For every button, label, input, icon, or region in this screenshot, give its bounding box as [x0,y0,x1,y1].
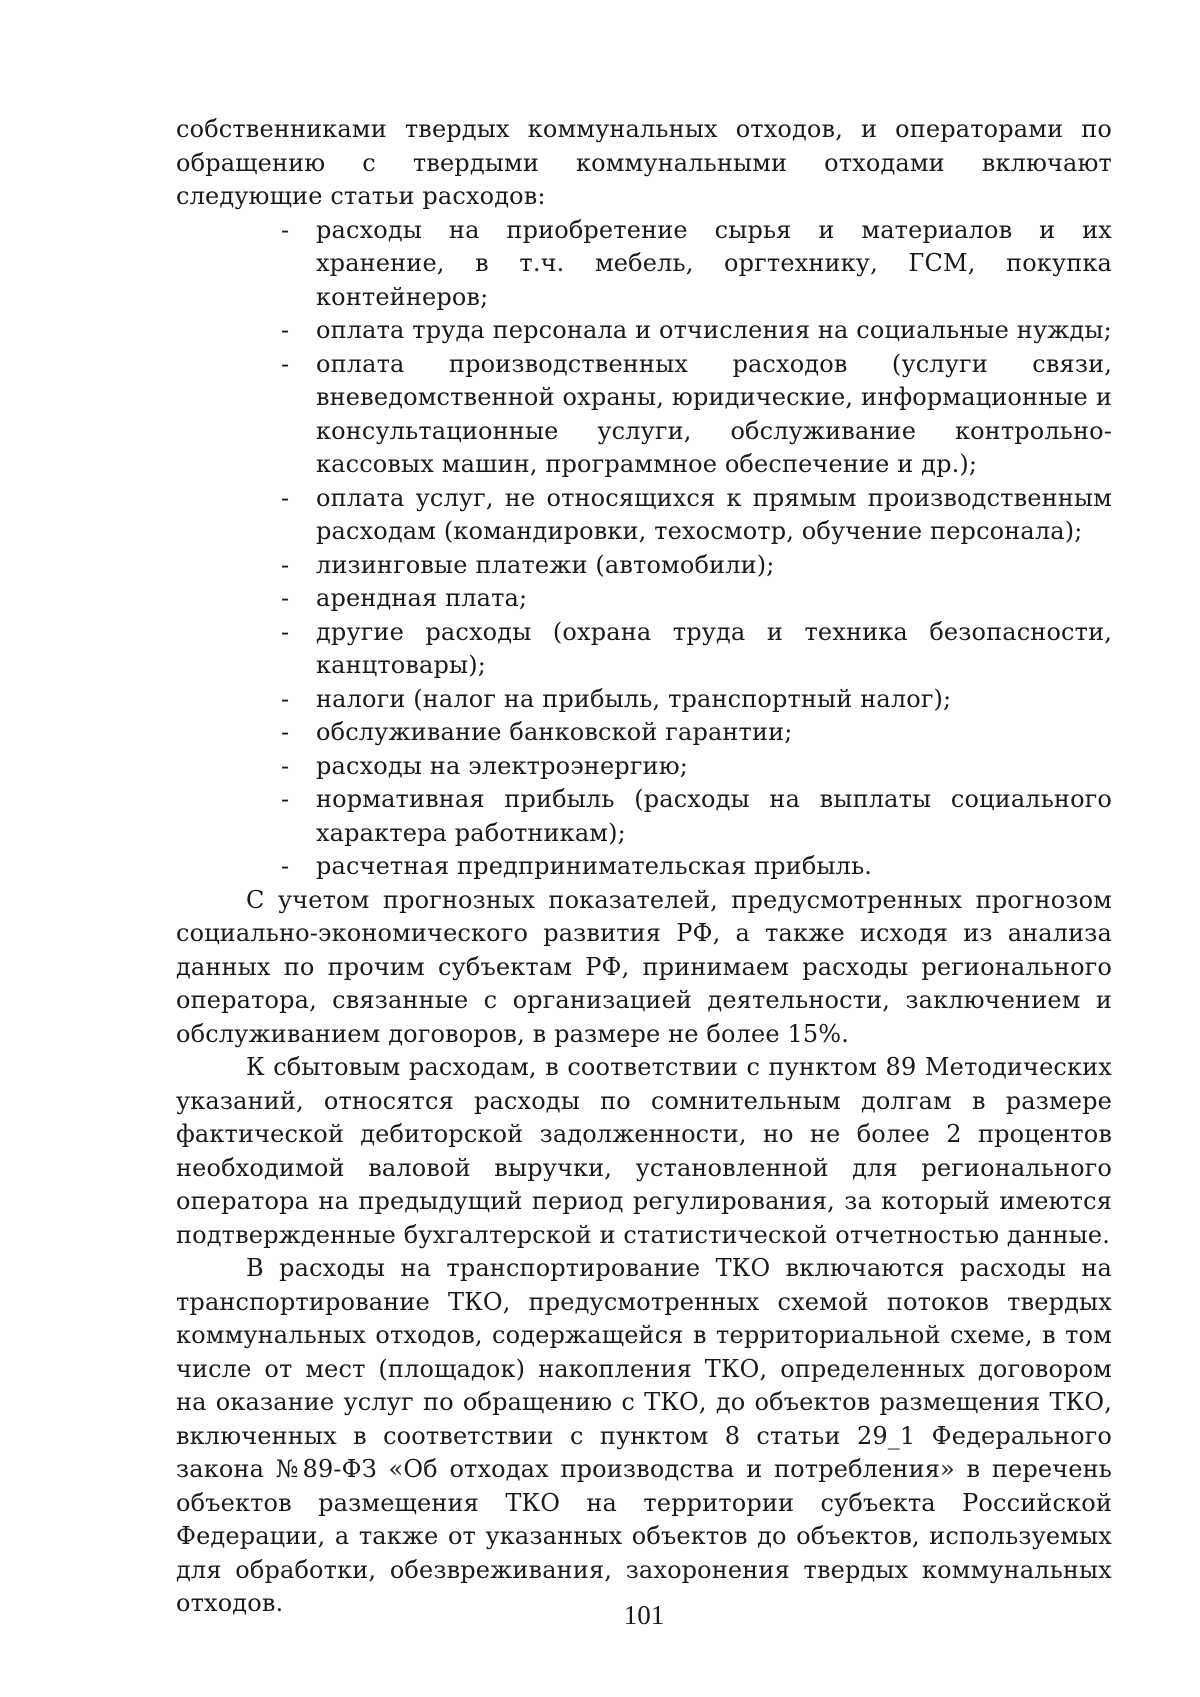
list-item-text: расходы на приобретение сырья и материалов и их хранение, в т.ч. мебель, оргтехнику, ГСМ, покупка контейнеров; [316,215,1112,311]
list-item-text: расчетная предпринимательская прибыль. [316,852,873,880]
list-dash: - [281,852,290,880]
list-dash: - [281,617,290,646]
list-item-text: налоги (налог на прибыль, транспортный налог); [316,684,952,713]
list-item [176,716,1112,750]
list-item [176,348,1112,482]
list-item-text: оплата труда персонала и отчисления на социальные нужды; [316,316,1112,344]
list-dash: - [281,751,290,780]
list-dash: - [281,550,290,579]
list-item-text: нормативная прибыль (расходы на выплаты социального характера работникам); [316,785,1112,847]
intro-paragraph: собственниками твердых коммунальных отходов, и операторами по обращению с твердыми коммунальными отходами включают следующие статьи расходов: [176,115,1112,210]
list-item [176,616,1112,683]
document-page [176,113,1112,1621]
body-paragraph-regional-operator: С учетом прогнозных показателей, предусмотренных прогнозом социально-экономического развития РФ, а также исходя из анализа данных по прочим субъектам РФ, принимаем расходы регионального оператора, связанные с организацией деятельности, заключением и обслуживанием договоров, в размере не более 15%. [176,885,1112,1048]
list-dash: - [281,584,290,612]
body-paragraph-sales-expenses: К сбытовым расходам, в соответствии с пунктом 89 Методических указаний, относятся расходы по сомнительным долгам в размере фактической дебиторской задолженности, но не более 2 процентов необходимой валовой выручки, установленной для регионального оператора на предыдущий период регулирования, за который имеются подтвержденные бухгалтерской и статистической отчетностью данные. [176,1053,1112,1249]
list-item [176,482,1112,549]
list-item [176,214,1112,315]
list-item [176,850,1112,884]
list-dash: - [281,718,290,746]
list-dash: - [281,316,290,344]
list-item [176,750,1112,784]
list-item-text: оплата производственных расходов (услуги связи, вневедомственной охраны, юридические, информационные и консультационные услуги, обслуживание контрольно-кассовых машин, программное обеспечение и др.); [316,349,1112,478]
list-dash: - [281,684,290,713]
list-dash: - [281,785,290,813]
list-dash: - [281,349,290,378]
expense-list [176,214,1112,884]
list-item-text: расходы на электроэнергию; [316,751,688,780]
list-item [176,783,1112,850]
list-item [176,683,1112,717]
list-item-text: обслуживание банковской гарантии; [316,718,793,746]
list-item [176,549,1112,583]
body-paragraph-transportation: В расходы на транспортирование ТКО включаются расходы на транспортирование ТКО, предусмотренных схемой потоков твердых коммунальных отходов, содержащейся в территориальной схеме, в том числе от мест (площадок) накопления ТКО, определенных договором на оказание услуг по обращению с ТКО, до объектов размещения ТКО, включенных в соответствии с пунктом 8 статьи 29_1 Федерального закона №89-ФЗ «Об отходах производства и потребления» в перечень объектов размещения ТКО на территории субъекта Российской Федерации, а также от указанных объектов до объектов, используемых для обработки, обезвреживания, захоронения твердых коммунальных отходов. [176,1254,1112,1617]
list-dash: - [281,215,290,244]
list-item-text: арендная плата; [316,584,528,612]
list-dash: - [281,483,290,512]
page-number: 101 [623,1600,665,1630]
list-item [176,582,1112,616]
list-item-text: другие расходы (охрана труда и техника безопасности, канцтовары); [316,617,1112,679]
list-item-text: лизинговые платежи (автомобили); [316,550,775,579]
list-item-text: оплата услуг, не относящихся к прямым производственным расходам (командировки, техосмотр, обучение персонала); [316,483,1112,545]
list-item [176,314,1112,348]
